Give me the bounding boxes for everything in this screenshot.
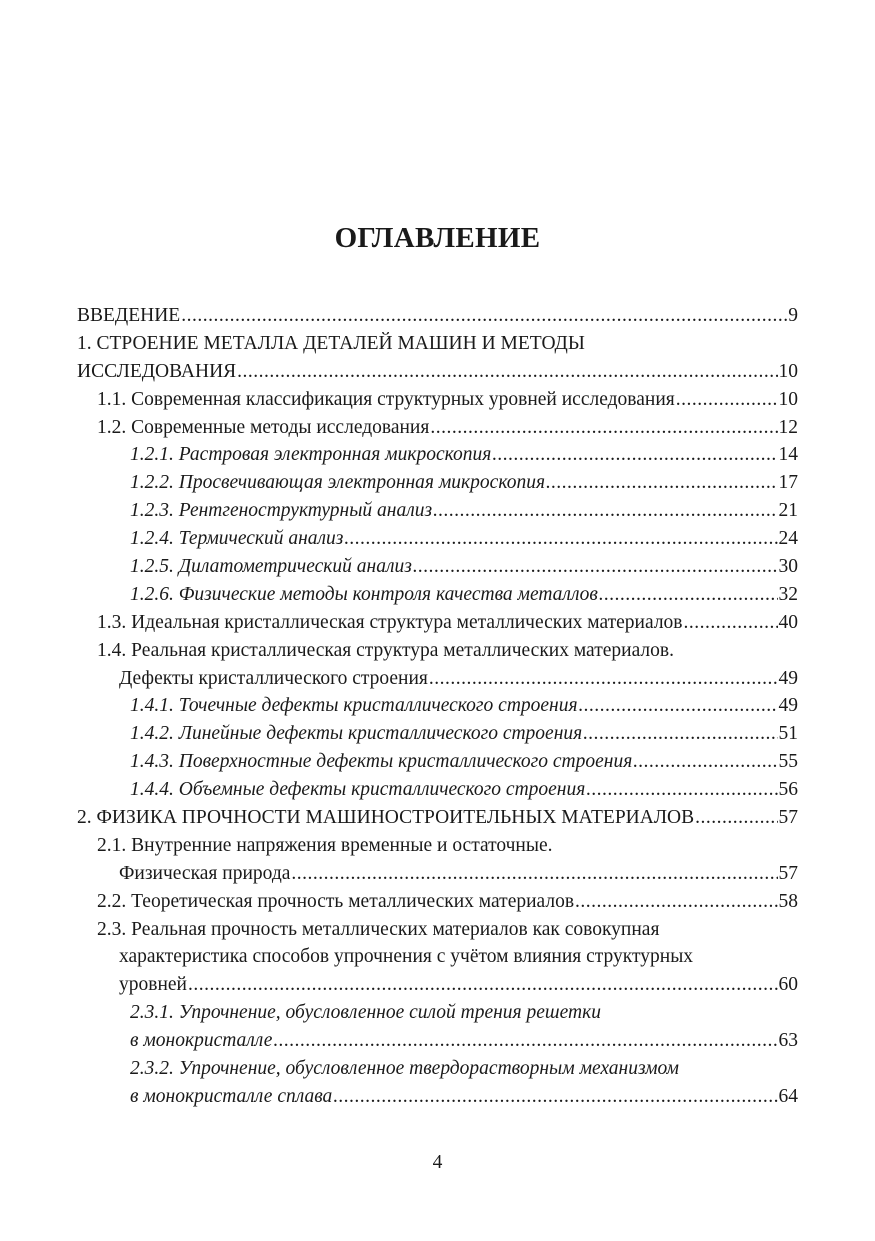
toc-entry-page: 60 xyxy=(778,974,798,996)
leader-dots xyxy=(291,860,777,888)
toc-entry-page: 14 xyxy=(778,444,798,466)
toc-entry-1-4-2[interactable] xyxy=(77,720,798,748)
leader-dots xyxy=(430,414,777,442)
toc-entry-page: 10 xyxy=(778,388,798,410)
leader-dots xyxy=(181,302,787,330)
toc-entry-2-2[interactable] xyxy=(77,888,798,916)
toc-entry-1-2-2[interactable] xyxy=(77,469,798,497)
toc-entry-introduction[interactable] xyxy=(77,302,798,330)
leader-dots xyxy=(684,609,778,637)
toc-entry-2-3-cont-2[interactable] xyxy=(77,971,798,999)
toc-entry-page: 12 xyxy=(778,416,798,438)
toc-entry-page: 40 xyxy=(778,611,798,633)
leader-dots xyxy=(273,1027,777,1055)
toc-entry-page: 30 xyxy=(778,556,798,578)
toc-entry-chapter-1-cont[interactable] xyxy=(77,358,798,386)
toc-entry-2-1-cont[interactable] xyxy=(77,860,798,888)
toc-entry-text: 1.2.6. Физические методы контроля качества металлов xyxy=(130,583,598,605)
leader-dots xyxy=(575,888,777,916)
toc-entry-2-3-2-cont[interactable] xyxy=(77,1083,798,1111)
toc-entry-page: 49 xyxy=(778,667,798,689)
toc-entry-2-3-1-cont[interactable] xyxy=(77,1027,798,1055)
toc-entry-text: 1.2.4. Термический анализ xyxy=(130,528,344,550)
toc-entry-text: Физическая природа xyxy=(119,862,291,884)
leader-dots xyxy=(429,665,778,693)
toc-entry-2-1[interactable] xyxy=(77,832,798,860)
toc-entry-page: 32 xyxy=(778,583,798,605)
toc-entry-page: 10 xyxy=(778,360,798,382)
toc-entry-1-4-3[interactable] xyxy=(77,748,798,776)
toc-entry-chapter-2[interactable] xyxy=(77,804,798,832)
toc-entry-text: 1.1. Современная классификация структурных уровней исследования xyxy=(97,388,675,410)
toc-entry-page: 57 xyxy=(778,807,798,829)
toc-entry-text: 2.3.1. Упрочнение, обусловленное силой трения решетки xyxy=(130,1002,601,1024)
toc-entry-1-2[interactable] xyxy=(77,414,798,442)
leader-dots xyxy=(633,748,777,776)
toc-entry-text: 2. ФИЗИКА ПРОЧНОСТИ МАШИНОСТРОИТЕЛЬНЫХ МАТЕРИАЛОВ xyxy=(77,807,695,829)
toc-entry-page: 49 xyxy=(778,695,798,717)
leader-dots xyxy=(586,776,777,804)
toc-entry-text: в монокристалле сплава xyxy=(130,1085,333,1107)
toc-entry-page: 55 xyxy=(778,751,798,773)
toc-entry-text: 1.2.1. Растровая электронная микроскопия xyxy=(130,444,492,466)
toc-entry-page: 56 xyxy=(778,779,798,801)
leader-dots xyxy=(676,386,778,414)
toc-entry-1-4-cont[interactable] xyxy=(77,665,798,693)
toc-entry-1-4-1[interactable] xyxy=(77,692,798,720)
toc-entry-text: характеристика способов упрочнения с учётом влияния структурных xyxy=(119,946,694,968)
leader-dots xyxy=(237,358,777,386)
table-of-contents xyxy=(77,302,798,1111)
toc-entry-text: 1.4.2. Линейные дефекты кристаллического строения xyxy=(130,723,583,745)
toc-entry-1-1[interactable] xyxy=(77,386,798,414)
toc-entry-page: 24 xyxy=(778,528,798,550)
toc-entry-2-3-1[interactable] xyxy=(77,999,798,1027)
leader-dots xyxy=(583,720,777,748)
toc-entry-text: 1.2.5. Дилатометрический анализ xyxy=(130,556,412,578)
toc-entry-text: уровней xyxy=(119,974,187,996)
leader-dots xyxy=(599,581,778,609)
toc-entry-page: 57 xyxy=(778,862,798,884)
toc-entry-text: 1.2.2. Просвечивающая электронная микроскопия xyxy=(130,472,546,494)
toc-entry-text: 1.4.1. Точечные дефекты кристаллического строения xyxy=(130,695,578,717)
leader-dots xyxy=(433,497,777,525)
toc-entry-chapter-1[interactable] xyxy=(77,330,798,358)
leader-dots xyxy=(546,469,777,497)
toc-entry-text: 1. СТРОЕНИЕ МЕТАЛЛА ДЕТАЛЕЙ МАШИН И МЕТОДЫ xyxy=(77,332,585,354)
toc-entry-1-2-4[interactable] xyxy=(77,525,798,553)
toc-entry-text: ВВЕДЕНИЕ xyxy=(77,305,181,326)
toc-entry-1-2-1[interactable] xyxy=(77,441,798,469)
toc-entry-text: 1.2.3. Рентгеноструктурный анализ xyxy=(130,500,433,522)
toc-entry-text: 1.2. Современные методы исследования xyxy=(97,416,430,438)
toc-entry-page: 58 xyxy=(778,890,798,912)
toc-entry-text: 1.4.4. Объемные дефекты кристаллического строения xyxy=(130,779,586,801)
toc-entry-2-3-cont[interactable] xyxy=(77,943,798,971)
leader-dots xyxy=(344,525,777,553)
toc-entry-text: в монокристалле xyxy=(130,1030,273,1052)
toc-entry-1-4-4[interactable] xyxy=(77,776,798,804)
leader-dots xyxy=(333,1083,777,1111)
toc-entry-text: 1.4. Реальная кристаллическая структура металлических материалов. xyxy=(97,639,674,661)
toc-entry-page: 64 xyxy=(778,1085,798,1107)
toc-entry-text: 1.3. Идеальная кристаллическая структура металлических материалов xyxy=(97,611,683,633)
toc-entry-1-2-3[interactable] xyxy=(77,497,798,525)
toc-entry-page: 21 xyxy=(778,500,798,522)
toc-entry-1-3[interactable] xyxy=(77,609,798,637)
toc-entry-1-4[interactable] xyxy=(77,637,798,665)
toc-entry-1-2-6[interactable] xyxy=(77,581,798,609)
toc-entry-1-2-5[interactable] xyxy=(77,553,798,581)
toc-entry-page: 9 xyxy=(788,305,798,326)
toc-entry-text: 1.4.3. Поверхностные дефекты кристаллического строения xyxy=(130,751,633,773)
toc-entry-page: 17 xyxy=(778,472,798,494)
toc-entry-2-3-2[interactable] xyxy=(77,1055,798,1083)
toc-entry-page: 63 xyxy=(778,1030,798,1052)
toc-entry-page: 51 xyxy=(778,723,798,745)
toc-entry-text: Дефекты кристаллического строения xyxy=(119,667,428,689)
toc-entry-text: 2.1. Внутренние напряжения временные и остаточные. xyxy=(97,834,553,856)
page-title: ОГЛАВЛЕНИЕ xyxy=(334,222,541,254)
toc-entry-text: 2.2. Теоретическая прочность металлических материалов xyxy=(97,890,575,912)
leader-dots xyxy=(579,692,778,720)
leader-dots xyxy=(413,553,778,581)
leader-dots xyxy=(188,971,778,999)
toc-entry-text: ИССЛЕДОВАНИЯ xyxy=(77,360,237,382)
toc-entry-text: 2.3.2. Упрочнение, обусловленное твердорастворным механизмом xyxy=(130,1058,679,1080)
toc-entry-text: 2.3. Реальная прочность металлических материалов как совокупная xyxy=(97,918,660,940)
toc-entry-2-3[interactable] xyxy=(77,916,798,944)
leader-dots xyxy=(492,441,777,469)
leader-dots xyxy=(695,804,777,832)
page-number: 4 xyxy=(432,1152,443,1173)
